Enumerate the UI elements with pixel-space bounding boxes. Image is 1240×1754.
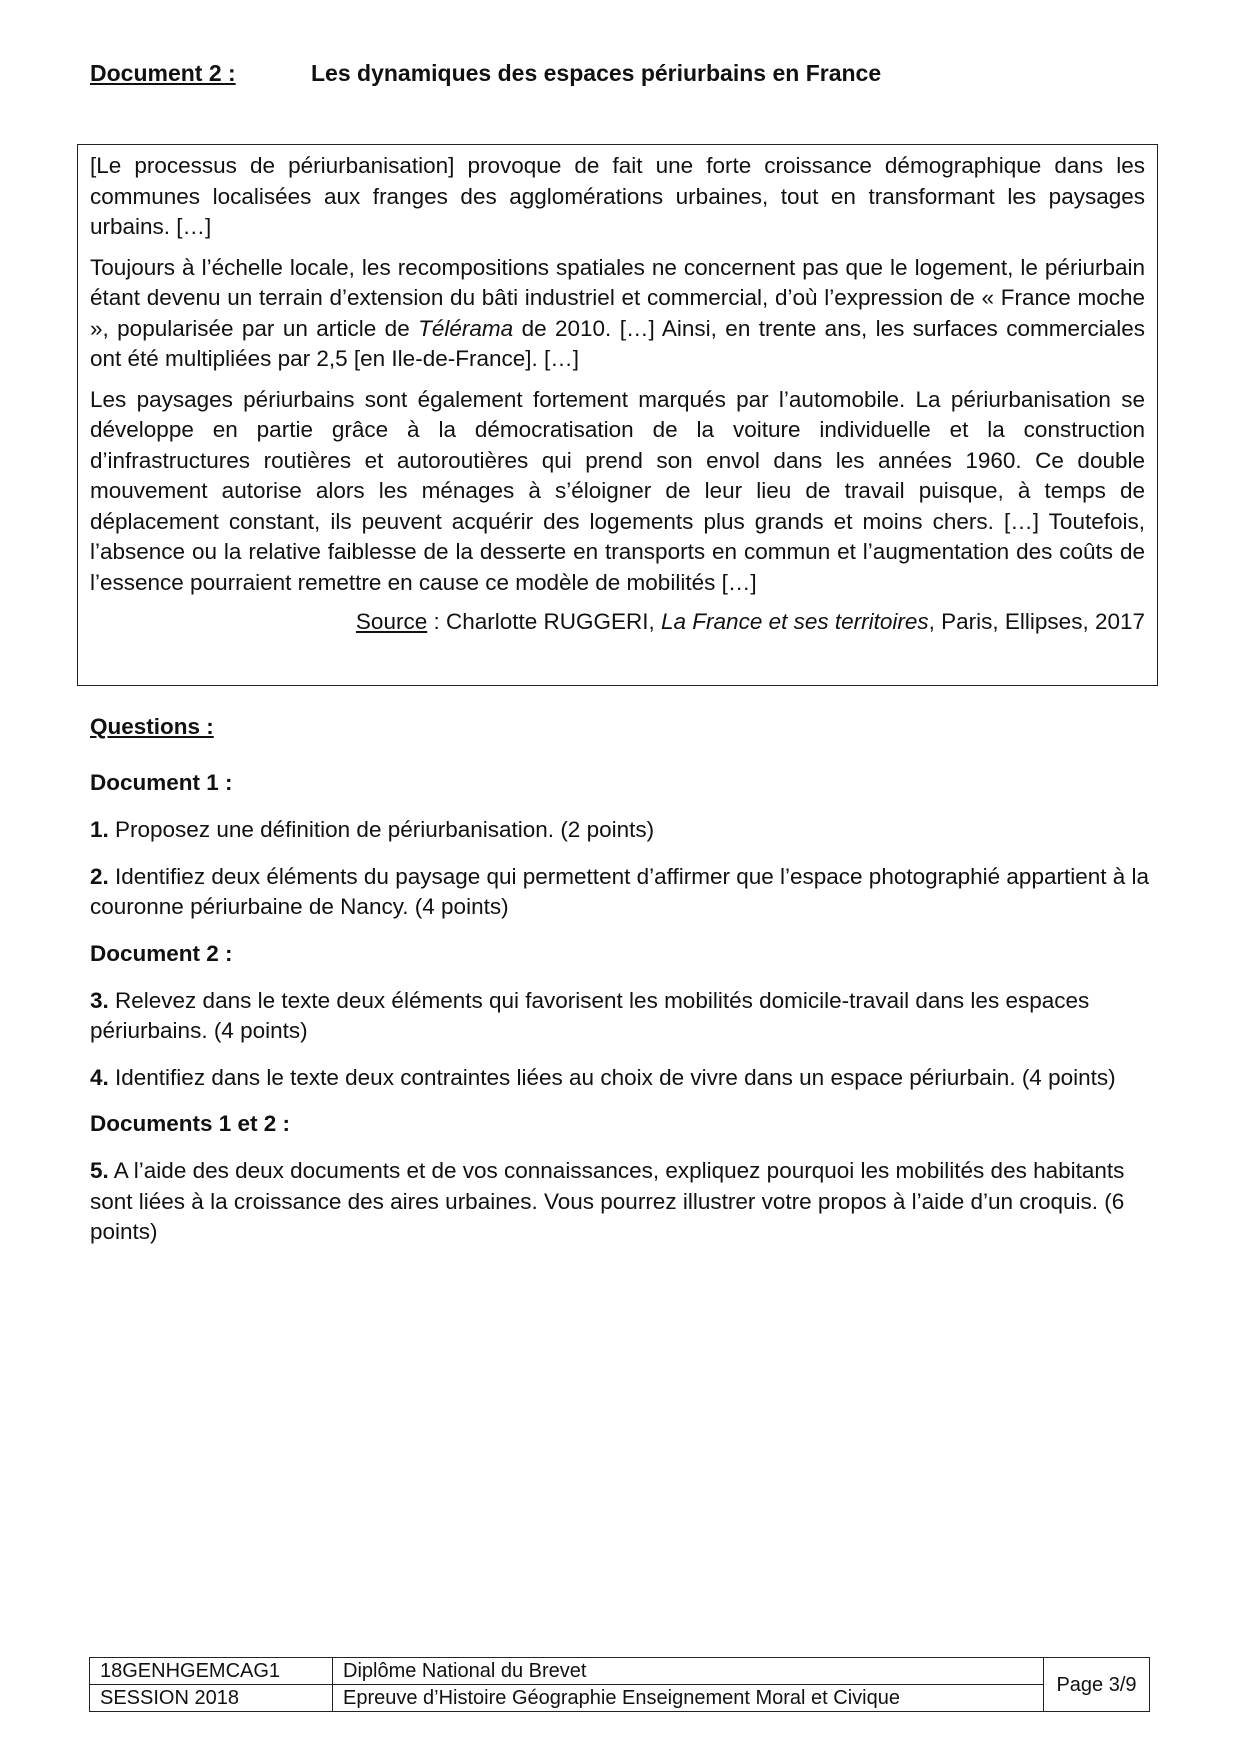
page-footer [89,1657,1150,1712]
question-text: Proposez une définition de périurbanisation. (2 points) [108,817,655,842]
questions-heading: Questions : [90,714,214,739]
magazine-title: Télérama [418,315,514,341]
source-book-title: La France et ses territoires [661,609,929,634]
document-header [90,58,881,88]
section-heading-documents-1-and-2: Documents 1 et 2 : [90,1111,291,1136]
questions-section [90,712,1158,1264]
question-3 [90,986,1158,1047]
excerpt-box [77,144,1158,686]
question-text: Identifiez dans le texte deux contraintes liées au choix de vivre dans un espace périurbain. (4 points) [108,1064,1116,1090]
question-number: 4. [90,1064,109,1090]
question-number: 2. [90,863,109,889]
footer-session: SESSION 2018 [90,1685,333,1712]
excerpt-paragraph-2-end: de 2010. […] Ainsi, en trente ans, les surfaces commerciales ont été multipliées par 2,5 [en Ile-de-France]. […] [90,315,1145,371]
section-heading-document-2: Document 2 : [90,940,233,966]
source-publisher: , Paris, Ellipses, 2017 [928,609,1145,634]
question-2 [90,862,1158,923]
footer-exam-title: Epreuve d’Histoire Géographie Enseignement Moral et Civique [333,1685,1044,1712]
document-label: Document 2 : [90,60,236,86]
footer-diploma: Diplôme National du Brevet [333,1658,1044,1685]
question-number: 1. [90,817,109,842]
question-number: 3. [90,987,109,1013]
question-4 [90,1063,1158,1094]
question-text: Relevez dans le texte deux éléments qui favorisent les mobilités domicile-travail dans les espaces périurbains. (4 points) [90,987,1090,1043]
question-text: Identifiez deux éléments du paysage qui permettent d’affirmer que l’espace photographié appartient à la couronne périurbaine de Nancy. (4 points) [90,863,1150,919]
excerpt-paragraph-2-start: Toujours à l’échelle locale, les recompositions spatiales ne concernent pas que le logement, le périurbain étant devenu un terrain d’extension du bâti industriel et commercial, d’où l’expression de « France moche », popularisée par un article de [90,254,1145,341]
question-1 [90,815,1158,846]
source-citation [90,608,1145,636]
question-text: A l’aide des deux documents et de vos connaissances, expliquez pourquoi les mobilités des habitants sont liées à la croissance des aires urbaines. Vous pourrez illustrer votre propos à l’aide d’un croquis. (6 points) [90,1158,1125,1244]
section-heading-document-1: Document 1 : [90,770,233,795]
footer-exam-code: 18GENHGEMCAG1 [90,1658,333,1685]
source-author: : Charlotte RUGGERI, [427,609,662,634]
source-label: Source [355,609,428,634]
footer-page-number: Page 3/9 [1044,1658,1150,1712]
excerpt-paragraph-3: Les paysages périurbains sont également fortement marqués par l’automobile. La périurbanisation se développe en partie grâce à la démocratisation de la voiture individuelle et la construction d’infrastructures routières et autoroutières qui prend son envol dans les années 1960. Ce double mouvement autorise alors les ménages à s’éloigner de leur lieu de travail puisque, à temps de déplacement constant, ils peuvent acquérir des logements plus grands et moins chers. […] Toutefois, l’absence ou la relative faiblesse de la desserte en transports en commun et l’augmentation des coûts de l’essence pourraient remettre en cause ce modèle de mobilités […] [90,386,1145,595]
excerpt-paragraph-1: [Le processus de périurbanisation] provoque de fait une forte croissance démographique dans les communes localisées aux franges des agglomérations urbaines, tout en transformant les paysages urbains. […] [90,153,1145,239]
document-title: Les dynamiques des espaces périurbains en France [311,60,882,86]
question-number: 5. [90,1158,109,1183]
question-5 [90,1156,1158,1248]
excerpt-paragraph-2 [90,253,1145,375]
